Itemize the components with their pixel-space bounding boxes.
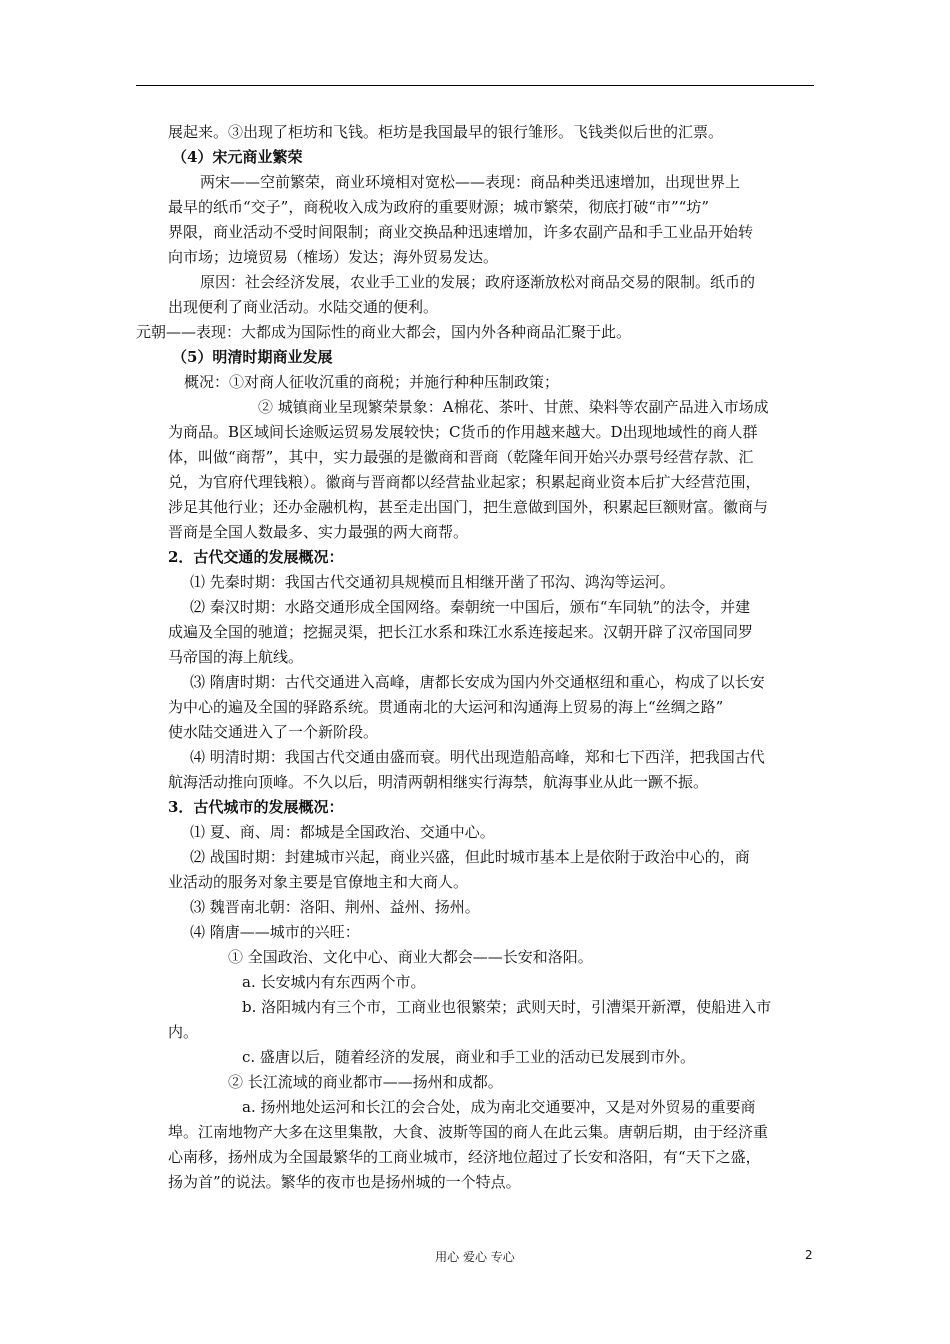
text-line: 概况：①对商人征收沉重的商税；并施行种种压制政策； xyxy=(184,373,560,391)
text-line: 业活动的服务对象主要是官僚地主和大商人。 xyxy=(168,873,469,891)
text-line: 最早的纸币“交子”，商税收入成为政府的重要财源；城市繁荣，彻底打破“市”“坊” xyxy=(168,198,710,216)
text-line: 体，叫做“商帮”，其中，实力最强的是徽商和晋商（乾隆年间开始兴办票号经营存款、汇 xyxy=(168,448,754,466)
text-line: 界限，商业活动不受时间限制；商业交换品种迅速增加，许多农副产品和手工业品开始转 xyxy=(168,223,754,241)
text-line: 成遍及全国的驰道；挖掘灵渠，把长江水系和珠江水系连接起来。汉朝开辟了汉帝国同罗 xyxy=(168,623,754,641)
footer-slogan: 用心 爱心 专心 xyxy=(435,1250,515,1264)
text-line: 原因：社会经济发展，农业手工业的发展；政府逐渐放松对商品交易的限制。纸币的 xyxy=(200,273,756,291)
section-heading: 2．古代交通的发展概况： xyxy=(168,548,344,566)
text-line: ⑷ 隋唐——城市的兴旺： xyxy=(190,923,360,941)
text-line: 元朝——表现：大都成为国际性的商业大都会，国内外各种商品汇聚于此。 xyxy=(136,323,632,341)
text-line: ⑴ 夏、商、周：都城是全国政治、交通中心。 xyxy=(190,823,495,841)
section-heading: （5）明清时期商业发展 xyxy=(172,348,333,366)
text-line: 埠。江南地物产大多在这里集散，大食、波斯等国的商人在此云集。唐朝后期，由于经济重 xyxy=(168,1123,769,1141)
text-line: ⑶ 隋唐时期：古代交通进入高峰，唐都长安成为国内外交通枢纽和重心，构成了以长安 xyxy=(190,673,765,691)
document-body xyxy=(136,120,814,1195)
text-line: 兑，为官府代理钱粮）。徽商与晋商都以经营盐业起家；积累起商业资本后扩大经营范围， xyxy=(168,473,761,491)
section-heading: 3．古代城市的发展概况： xyxy=(168,798,344,816)
text-line: ② 城镇商业呈现繁荣景象：A棉花、茶叶、甘蔗、染料等农副产品进入市场成 xyxy=(258,398,769,416)
section-heading: （4）宋元商业繁荣 xyxy=(172,148,303,166)
page-number: 2 xyxy=(805,1248,813,1262)
text-line: 晋商是全国人数最多、实力最强的两大商帮。 xyxy=(168,523,469,541)
text-line: ⑵ 秦汉时期：水路交通形成全国网络。秦朝统一中国后，颁布“车同轨”的法令，并建 xyxy=(190,598,751,616)
text-line: 出现便利了商业活动。水陆交通的便利。 xyxy=(168,298,439,316)
text-line: c. 盛唐以后，随着经济的发展，商业和手工业的活动已发展到市外。 xyxy=(242,1048,695,1066)
text-line: 为商品。B区域间长途贩运贸易发展较快；C货币的作用越来越大。D出现地域性的商人群 xyxy=(168,423,758,441)
text-line: 展起来。③出现了柜坊和飞钱。柜坊是我国最早的银行雏形。飞钱类似后世的汇票。 xyxy=(168,123,724,141)
text-line: 内。 xyxy=(168,1023,199,1041)
text-line: 涉足其他行业；还办金融机构，甚至走出国门，把生意做到国外，积累起巨额财富。徽商与 xyxy=(168,498,769,516)
text-line: a. 长安城内有东西两个市。 xyxy=(242,973,426,991)
text-line: 航海活动推向顶峰。不久以后，明清两朝相继实行海禁，航海事业从此一蹶不振。 xyxy=(168,773,709,791)
text-line: 使水陆交通进入了一个新阶段。 xyxy=(168,723,379,741)
text-line: b. 洛阳城内有三个市，工商业也很繁荣；武则天时，引漕渠开新潭，使船进入市 xyxy=(242,998,772,1016)
text-line: ① 全国政治、文化中心、商业大都会——长安和洛阳。 xyxy=(228,948,593,966)
text-line: 扬为首”的说法。繁华的夜市也是扬州城的一个特点。 xyxy=(168,1173,521,1191)
text-line: a. 扬州地处运河和长江的会合处，成为南北交通要冲，又是对外贸易的重要商 xyxy=(242,1098,756,1116)
text-line: ⑶ 魏晋南北朝：洛阳、荆州、益州、扬州。 xyxy=(190,898,480,916)
text-line: 马帝国的海上航线。 xyxy=(168,648,304,666)
text-line: ⑴ 先秦时期：我国古代交通初具规模而且相继开凿了邗沟、鸿沟等运河。 xyxy=(190,573,675,591)
text-line: 两宋——空前繁荣，商业环境相对宽松——表现：商品种类迅速增加，出现世界上 xyxy=(200,173,741,191)
text-line: 向市场；边境贸易（榷场）发达；海外贸易发达。 xyxy=(168,248,499,266)
text-line: 心南移，扬州成为全国最繁华的工商业城市，经济地位超过了长安和洛阳，有“天下之盛， xyxy=(168,1148,761,1166)
text-line: ② 长江流域的商业都市——扬州和成都。 xyxy=(228,1073,503,1091)
header-rule xyxy=(136,85,814,86)
text-line: ⑵ 战国时期：封建城市兴起，商业兴盛，但此时城市基本上是依附于政治中心的，商 xyxy=(190,848,750,866)
text-line: ⑷ 明清时期：我国古代交通由盛而衰。明代出现造船高峰，郑和七下西洋，把我国古代 xyxy=(190,748,765,766)
text-line: 为中心的遍及全国的驿路系统。贯通南北的大运河和沟通海上贸易的海上“丝绸之路” xyxy=(168,698,724,716)
